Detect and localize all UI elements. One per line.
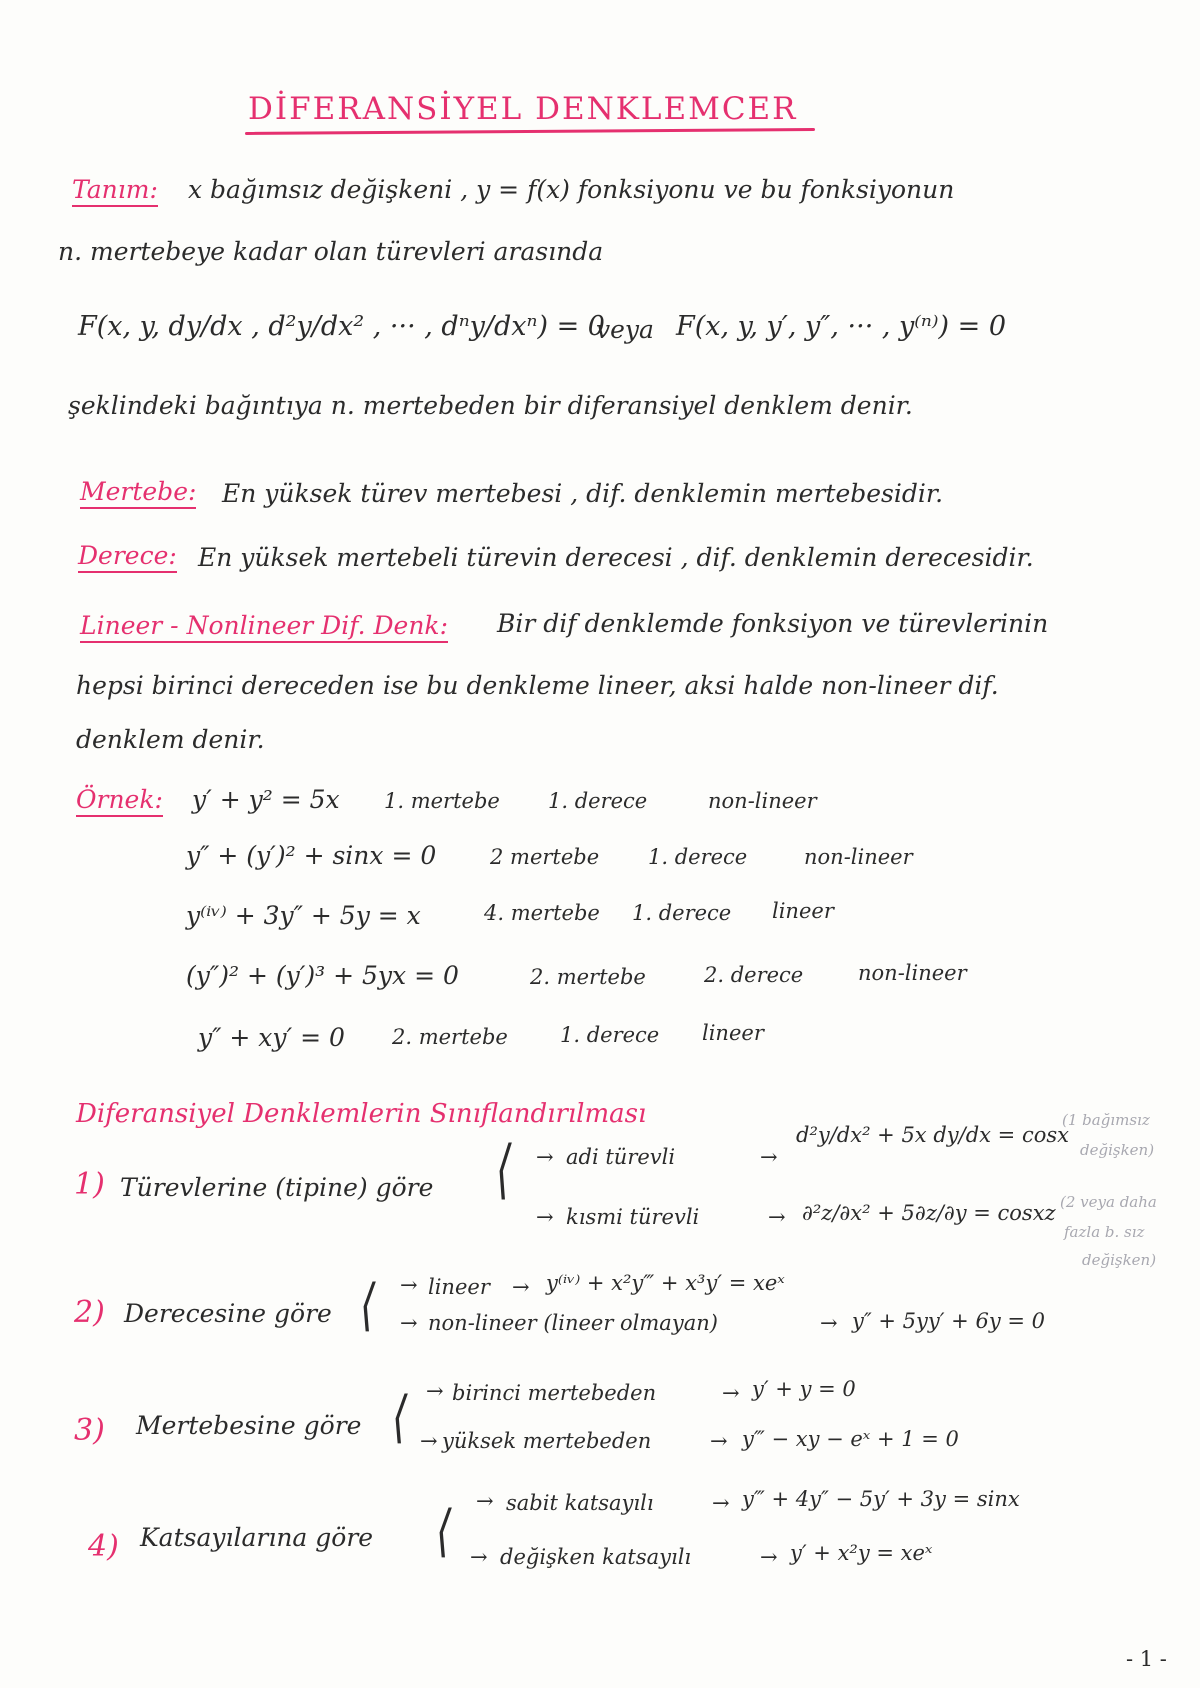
example-3-kind: lineer: [772, 899, 834, 923]
lineer-line-3: denklem denir.: [76, 725, 265, 754]
class-2-arrow-b2: →: [820, 1311, 838, 1335]
class-1-b-label: kısmi türevli: [566, 1205, 700, 1229]
mertebe-text: En yüksek türev mertebesi , dif. denklemin mertebesidir.: [222, 479, 944, 508]
example-2-degree: 1. derece: [648, 845, 748, 869]
example-5-kind: lineer: [702, 1021, 764, 1045]
class-1-b-note-2: fazla b. sız: [1064, 1223, 1145, 1241]
class-1-branch-icon: ⟨: [496, 1133, 512, 1207]
lineer-line-1: Bir dif denklemde fonksiyon ve türevlerinin: [497, 609, 1049, 638]
class-4-b-equation: y′ + x²y = xeˣ: [790, 1541, 933, 1565]
class-1-b-note-3: değişken): [1082, 1251, 1157, 1269]
example-3-order: 4. mertebe: [484, 901, 600, 925]
example-4-order: 2. mertebe: [530, 965, 646, 989]
lineer-label: Lineer - Nonlineer Dif. Denk:: [80, 612, 448, 643]
class-4-branch-icon: ⟨: [436, 1499, 452, 1565]
class-3-arrow-a2: →: [722, 1381, 740, 1405]
class-2-number: 2): [74, 1295, 105, 1330]
class-3-b-label: yüksek mertebeden: [442, 1429, 652, 1453]
class-2-a-equation: y⁽ⁱᵛ⁾ + x²y‴ + x³y′ = xeˣ: [546, 1271, 785, 1295]
example-1-kind: non-lineer: [708, 789, 817, 813]
example-1-equation: y′ + y² = 5x: [192, 785, 340, 814]
class-3-branch-icon: ⟨: [392, 1385, 408, 1451]
class-4-arrow-a: →: [476, 1489, 494, 1513]
example-4-degree: 2. derece: [704, 963, 804, 987]
class-3-arrow-b: →: [420, 1429, 438, 1453]
class-4-arrow-a2: →: [712, 1491, 730, 1515]
class-1-a-equation: d²y/dx² + 5x dy/dx = cosx: [796, 1123, 1069, 1147]
class-1-arrow-b2: →: [768, 1205, 786, 1229]
mertebe-label: Mertebe:: [80, 478, 196, 509]
class-3-number: 3): [74, 1413, 105, 1448]
class-3-a-equation: y′ + y = 0: [752, 1377, 856, 1401]
example-2-order: 2 mertebe: [490, 845, 600, 869]
definition-line-1: x bağımsız değişkeni , y = f(x) fonksiyonu ve bu fonksiyonun: [188, 175, 955, 204]
derece-label: Derece:: [78, 542, 177, 573]
definition-line-3: şeklindeki bağıntıya n. mertebeden bir diferansiyel denklem denir.: [68, 391, 913, 420]
class-4-b-label: değişken katsayılı: [500, 1545, 692, 1569]
class-2-b-equation: y″ + 5yy′ + 6y = 0: [852, 1309, 1045, 1333]
class-1-arrow-b: →: [536, 1205, 554, 1229]
class-1-number: 1): [74, 1167, 105, 1202]
class-1-arrow-a: →: [536, 1145, 554, 1169]
derece-text: En yüksek mertebeli türevin derecesi , dif. denklemin derecesidir.: [198, 543, 1034, 572]
definition-line-2: n. mertebeye kadar olan türevleri arasında: [58, 237, 604, 266]
class-2-label: Derecesine göre: [124, 1299, 332, 1328]
example-2-kind: non-lineer: [804, 845, 913, 869]
example-2-equation: y″ + (y′)² + sinx = 0: [186, 841, 437, 870]
class-2-arrow-b: →: [400, 1311, 418, 1335]
lineer-line-2: hepsi birinci dereceden ise bu denkleme lineer, aksi halde non-lineer dif.: [76, 671, 999, 700]
example-4-equation: (y″)² + (y′)³ + 5yx = 0: [186, 961, 459, 990]
examples-label: Örnek:: [76, 786, 163, 817]
class-4-number: 4): [88, 1529, 119, 1564]
class-3-arrow-b2: →: [710, 1429, 728, 1453]
class-3-label: Mertebesine göre: [136, 1411, 362, 1440]
example-1-order: 1. mertebe: [384, 789, 500, 813]
class-3-a-label: birinci mertebeden: [452, 1381, 657, 1405]
class-4-a-equation: y‴ + 4y″ − 5y′ + 3y = sinx: [742, 1487, 1020, 1511]
page-number: - 1 -: [1126, 1647, 1167, 1671]
class-1-a-label: adi türevli: [566, 1145, 676, 1169]
class-4-arrow-b2: →: [760, 1545, 778, 1569]
example-3-degree: 1. derece: [632, 901, 732, 925]
class-2-branch-icon: ⟨: [360, 1273, 376, 1339]
example-5-degree: 1. derece: [560, 1023, 660, 1047]
class-4-arrow-b: →: [470, 1545, 488, 1569]
definition-label: Tanım:: [72, 176, 158, 207]
classification-title: Diferansiyel Denklemlerin Sınıflandırılması: [76, 1099, 647, 1129]
class-3-arrow-a: →: [426, 1379, 444, 1403]
definition-or: veya: [596, 315, 654, 344]
definition-formula-right: F(x, y, y′, y″, ··· , y⁽ⁿ⁾) = 0: [676, 311, 1006, 342]
class-1-a-note-1: (1 bağımsız: [1062, 1111, 1150, 1129]
class-4-a-label: sabit katsayılı: [506, 1491, 654, 1515]
example-1-degree: 1. derece: [548, 789, 648, 813]
class-2-arrow-a2: →: [512, 1275, 530, 1299]
title-underline: [245, 128, 815, 135]
example-3-equation: y⁽ⁱᵛ⁾ + 3y″ + 5y = x: [186, 901, 421, 930]
class-2-arrow-a: →: [400, 1273, 418, 1297]
definition-formula-left: F(x, y, dy/dx , d²y/dx² , ··· , dⁿy/dxⁿ) = 0: [78, 311, 605, 342]
class-2-a-label: lineer: [428, 1275, 490, 1299]
class-2-b-label: non-lineer (lineer olmayan): [428, 1311, 718, 1335]
class-1-b-equation: ∂²z/∂x² + 5∂z/∂y = cosxz: [802, 1201, 1056, 1225]
class-1-arrow-a2: →: [760, 1145, 778, 1169]
class-4-label: Katsayılarına göre: [140, 1523, 374, 1552]
example-4-kind: non-lineer: [858, 961, 967, 985]
example-5-order: 2. mertebe: [392, 1025, 508, 1049]
example-5-equation: y″ + xy′ = 0: [198, 1023, 345, 1052]
class-1-b-note-1: (2 veya daha: [1060, 1193, 1157, 1211]
class-1-a-note-2: değişken): [1080, 1141, 1155, 1159]
class-3-b-equation: y‴ − xy − eˣ + 1 = 0: [742, 1427, 959, 1451]
page-title: DİFERANSİYEL DENKLEMCER: [248, 91, 798, 127]
class-1-label: Türevlerine (tipine) göre: [120, 1173, 434, 1202]
